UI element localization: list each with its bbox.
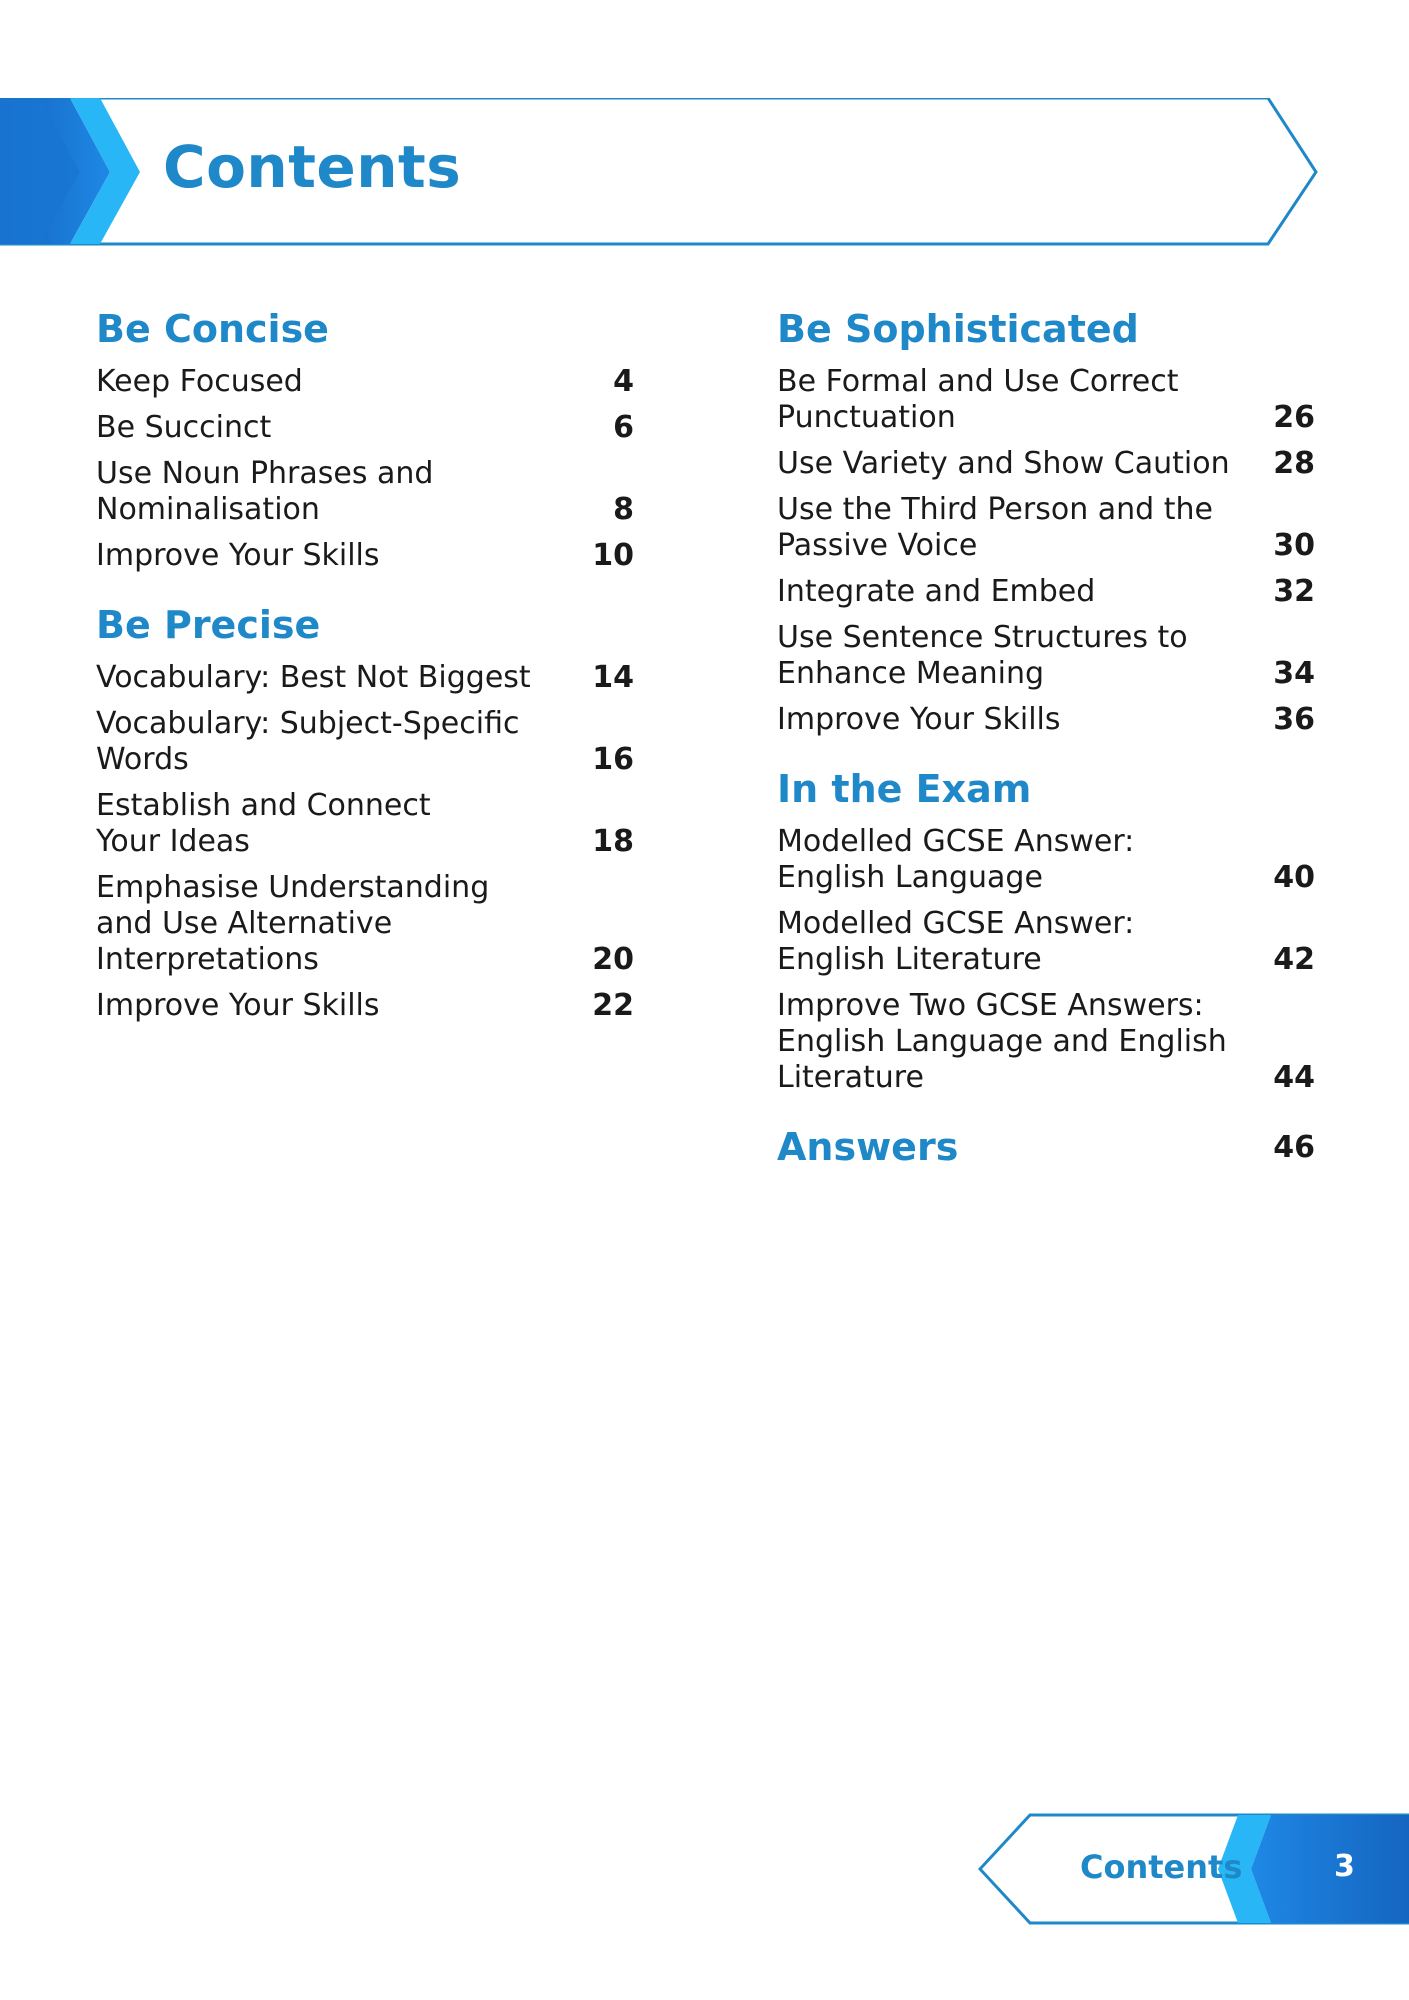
toc-entry-title: Modelled GCSE Answer: English Literature: [777, 906, 1135, 977]
toc-entry-title: Improve Two GCSE Answers: English Language and English Literature: [777, 988, 1227, 1095]
toc-entry[interactable]: [777, 906, 1315, 978]
toc-entry[interactable]: [96, 538, 634, 574]
header-banner: [0, 98, 1320, 246]
toc-entry[interactable]: [777, 702, 1315, 738]
toc-column-left: [96, 304, 634, 1050]
toc-entry[interactable]: [777, 364, 1315, 436]
toc-entry[interactable]: [96, 788, 634, 860]
toc-entry[interactable]: [96, 988, 634, 1024]
toc-section: [777, 304, 1315, 738]
toc-entry-page: 16: [592, 742, 634, 777]
toc-entry-title: Use Variety and Show Caution: [777, 446, 1230, 481]
toc-entry[interactable]: [96, 870, 634, 978]
toc-entry-page: 36: [1273, 702, 1315, 737]
toc-entry-title: Use Sentence Structures to Enhance Meaning: [777, 620, 1188, 691]
section-heading[interactable]: In the Exam: [777, 767, 1032, 811]
toc-entry-title: Integrate and Embed: [777, 574, 1096, 609]
toc-entry[interactable]: [96, 660, 634, 696]
toc-entry-title: Improve Your Skills: [96, 538, 380, 573]
toc-entry-page: 26: [1273, 400, 1315, 435]
toc-entry-page: 6: [613, 410, 634, 445]
toc-entry[interactable]: [96, 456, 634, 528]
toc-entry-title: Use the Third Person and the Passive Voice: [777, 492, 1213, 563]
toc-entry-page: 4: [613, 364, 634, 399]
toc-entry-page: 8: [613, 492, 634, 527]
toc-entry-title: Keep Focused: [96, 364, 303, 399]
toc-entry[interactable]: [777, 574, 1315, 610]
toc-entry-title: Improve Your Skills: [777, 702, 1061, 737]
toc-entry-title: Use Noun Phrases and Nominalisation: [96, 456, 434, 527]
toc-entry-page: 44: [1273, 1060, 1315, 1095]
toc-section: [96, 600, 634, 1024]
toc-entry-page: 34: [1273, 656, 1315, 691]
toc-entry-title: Establish and Connect Your Ideas: [96, 788, 431, 859]
section-heading[interactable]: Be Concise: [96, 307, 329, 351]
toc-entry-page: 30: [1273, 528, 1315, 563]
toc-entry[interactable]: [777, 492, 1315, 564]
toc-entry[interactable]: [96, 706, 634, 778]
footer-tab: [978, 1813, 1409, 1925]
toc-entry-title: Modelled GCSE Answer: English Language: [777, 824, 1135, 895]
toc-entry-title: Vocabulary: Subject-Specific Words: [96, 706, 520, 777]
toc-entry[interactable]: [96, 364, 634, 400]
toc-entry-page: 42: [1273, 942, 1315, 977]
toc-entry-page: 40: [1273, 860, 1315, 895]
toc-entry-title: Be Succinct: [96, 410, 272, 445]
toc-entry-title: Improve Your Skills: [96, 988, 380, 1023]
toc-entry[interactable]: [777, 446, 1315, 482]
toc-entry-page: 18: [592, 824, 634, 859]
toc-section: [777, 764, 1315, 1096]
page-number: 3: [1334, 1849, 1355, 1884]
toc-answers-entry[interactable]: [777, 1122, 1315, 1172]
section-heading-answers: Answers: [777, 1125, 959, 1169]
toc-entry[interactable]: [777, 988, 1315, 1096]
toc-entry[interactable]: [96, 410, 634, 446]
toc-section: [96, 304, 634, 574]
toc-entry-page: 46: [1273, 1130, 1315, 1165]
section-heading[interactable]: Be Sophisticated: [777, 307, 1139, 351]
toc-entry[interactable]: [777, 824, 1315, 896]
toc-entry-title: Emphasise Understanding and Use Alternative Interpretations: [96, 870, 490, 977]
toc-entry-title: Vocabulary: Best Not Biggest: [96, 660, 531, 695]
toc-entry-page: 10: [592, 538, 634, 573]
toc-entry-page: 22: [592, 988, 634, 1023]
section-heading[interactable]: Be Precise: [96, 603, 321, 647]
toc-entry-page: 14: [592, 660, 634, 695]
toc-entry-title: Be Formal and Use Correct Punctuation: [777, 364, 1179, 435]
toc-entry-page: 32: [1273, 574, 1315, 609]
toc-entry-page: 20: [592, 942, 634, 977]
toc-column-right: [777, 304, 1315, 1172]
footer-section-label: Contents: [1080, 1848, 1243, 1886]
toc-entry-page: 28: [1273, 446, 1315, 481]
toc-entry[interactable]: [777, 620, 1315, 692]
page-title: Contents: [163, 133, 462, 201]
